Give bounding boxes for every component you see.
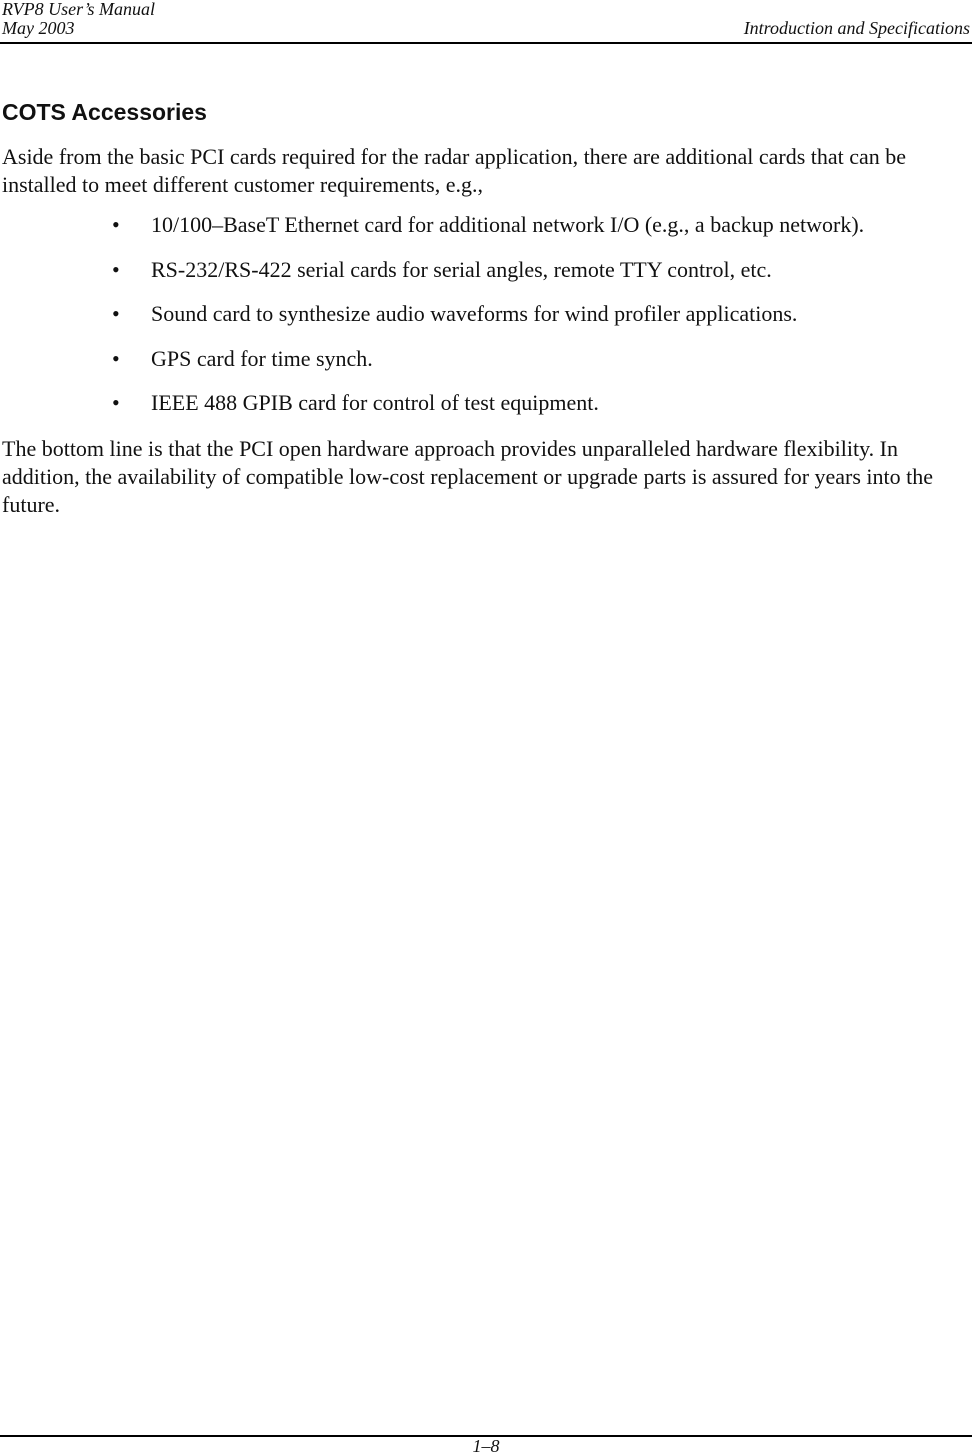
intro-paragraph: Aside from the basic PCI cards required for the radar application, there are additional cards that can be installed to meet different customer requirements, e.g., bbox=[2, 144, 907, 197]
bullet-icon: • bbox=[112, 256, 120, 282]
manual-title: RVP8 User’s Manual bbox=[2, 0, 155, 19]
bullet-icon: • bbox=[112, 345, 120, 371]
page-header bbox=[0, 0, 972, 44]
bullet-icon: • bbox=[112, 390, 120, 415]
list-item-text: GPS card for time synch. bbox=[151, 345, 373, 371]
chapter-title: Introduction and Specifications bbox=[743, 18, 970, 38]
list-item bbox=[0, 256, 972, 284]
page-number: 1–8 bbox=[472, 1436, 500, 1456]
list-item bbox=[0, 345, 972, 373]
list-item-text: IEEE 488 GPIB card for control of test equipment. bbox=[151, 390, 599, 415]
closing-paragraph: The bottom line is that the PCI open hardware approach provides unparalleled hardware flexibility. In addition, the availability of compatible low-cost replacement or upgrade parts is assured for years into the future. bbox=[2, 436, 934, 517]
header-left bbox=[2, 0, 155, 38]
section-title: COTS Accessories bbox=[2, 99, 207, 125]
accessory-list bbox=[0, 211, 972, 434]
list-item bbox=[0, 300, 972, 328]
list-item bbox=[0, 389, 972, 417]
list-item-text: RS-232/RS-422 serial cards for serial angles, remote TTY control, etc. bbox=[151, 256, 772, 282]
list-item-text: Sound card to synthesize audio waveforms for wind profiler applications. bbox=[151, 301, 798, 326]
bullet-icon: • bbox=[112, 212, 120, 237]
bullet-icon: • bbox=[112, 301, 120, 326]
publication-date: May 2003 bbox=[2, 18, 75, 38]
list-item-text: 10/100–BaseT Ethernet card for additional network I/O (e.g., a backup network). bbox=[151, 212, 865, 237]
list-item bbox=[0, 211, 972, 239]
